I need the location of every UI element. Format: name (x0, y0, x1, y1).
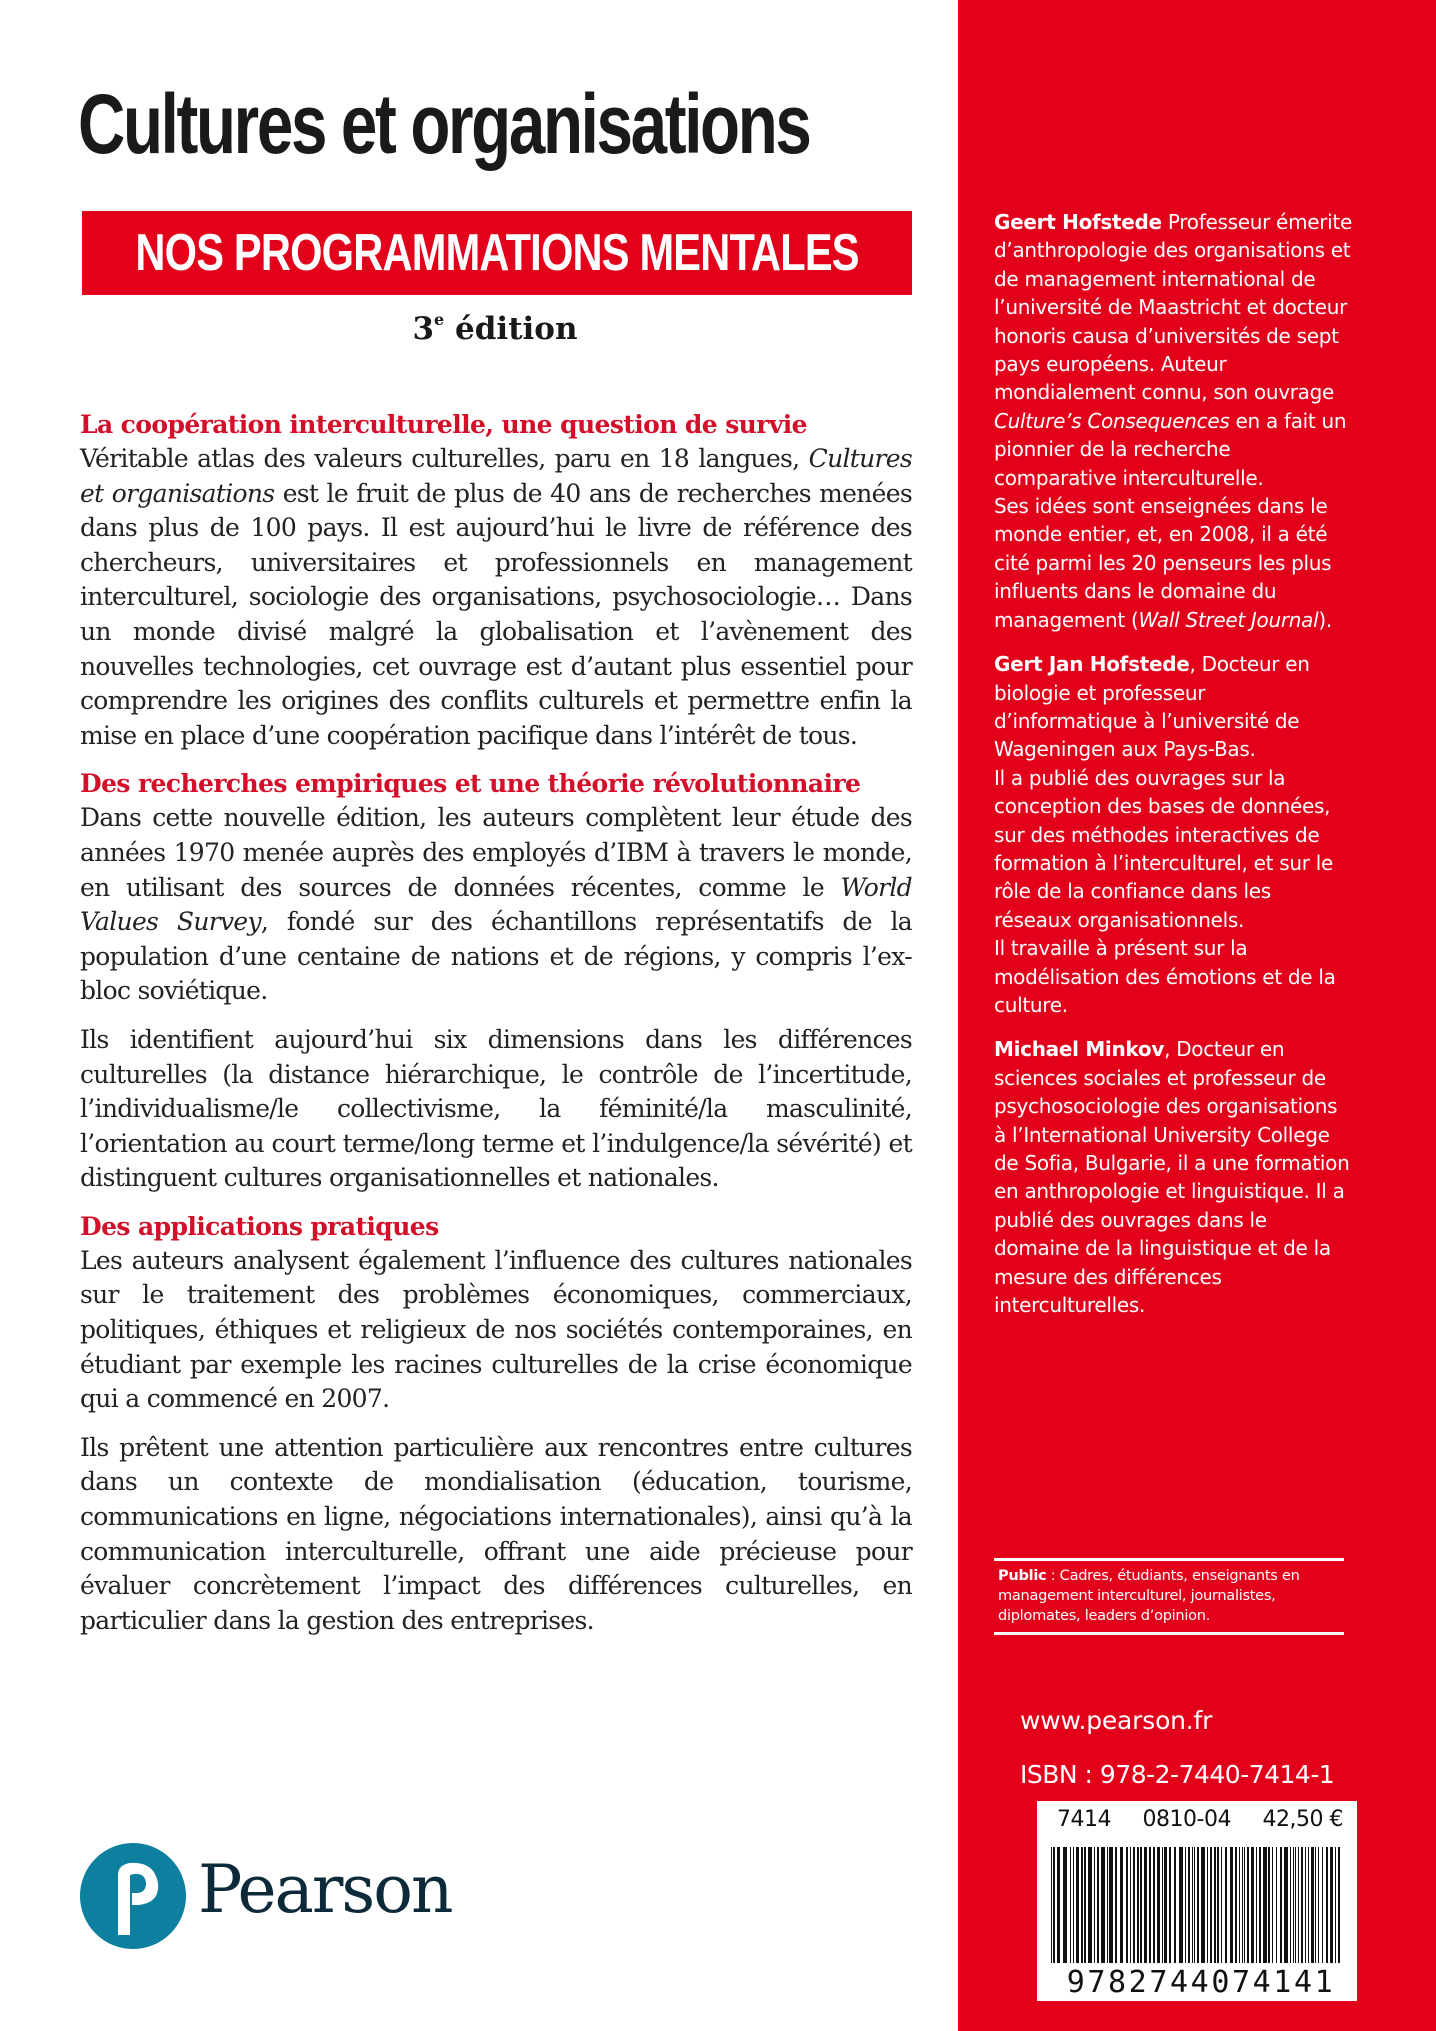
isbn-label: ISBN : 978-2-7440-7414-1 (1020, 1760, 1335, 1789)
bio-italic: Wall Street Journal (1138, 607, 1319, 632)
barcode-bar (1217, 1847, 1219, 1963)
text-run: Dans cette nouvelle édition, les auteurs complètent leur étude des années 1970 menée auprès des employés d’IBM à travers le monde, en utilisant des sources de données récentes, comme le (80, 803, 912, 902)
blurb-paragraph: Ils identifient aujourd’hui six dimensions dans les différences culturelles (la distance hiérarchique, le contrôle de l’incertitude, l’individualisme/le collectivisme, la féminité/la masculinité, l’orientation au court terme/long terme et l’indulgence/la sévérité) et distinguent cultures organisationnelles et nationales. (80, 1024, 912, 1193)
barcode-bar (1174, 1847, 1176, 1963)
barcode-bar (1120, 1847, 1123, 1963)
barcode-bar (1298, 1847, 1299, 1963)
barcode-bar (1164, 1847, 1167, 1963)
edition-label (0, 310, 990, 347)
barcode-bar (1242, 1847, 1243, 1963)
barcode-bar (1162, 1847, 1163, 1963)
barcode-bar (1338, 1847, 1340, 1963)
italic-text-run: Cultures et organisations (80, 444, 912, 508)
publisher-name: Pearson (198, 1851, 452, 1928)
barcode-bar (1315, 1847, 1316, 1963)
barcode-bar (1133, 1847, 1135, 1963)
barcode-bar (1115, 1847, 1117, 1963)
barcode-bar (1063, 1847, 1067, 1963)
subtitle-banner (82, 211, 912, 295)
barcode-bar (1272, 1847, 1273, 1963)
audience-text: : Cadres, étudiants, enseignants en management interculturel, journalistes, diplomates, leaders d’opinion. (998, 1567, 1300, 1624)
audience-box (994, 1558, 1344, 1635)
author-bios (994, 208, 1354, 1335)
barcode-bar (1230, 1847, 1233, 1963)
barcode-bar (1192, 1847, 1193, 1963)
barcode-bar (1179, 1847, 1183, 1963)
pearson-p-icon (80, 1843, 186, 1949)
italic-text-run: World Values Survey (80, 872, 912, 937)
barcode-bar (1073, 1847, 1074, 1963)
book-subtitle: NOS PROGRAMMATIONS MENTALES (135, 224, 859, 282)
barcode-bar (1076, 1847, 1079, 1963)
bio-italic: Culture’s Consequences (994, 408, 1230, 433)
text-run: Véritable atlas des valeurs culturelles, paru en 18 langues, (80, 444, 809, 473)
barcode-bar (1109, 1847, 1113, 1963)
barcode-bar (1094, 1847, 1095, 1963)
author-name: Gert Jan Hofstede (994, 652, 1190, 677)
barcode-bar (1305, 1847, 1306, 1963)
barcode-bar (1251, 1847, 1254, 1963)
barcode-bar (1225, 1847, 1227, 1963)
barcode-code-a: 7414 (1057, 1807, 1111, 1832)
barcode-bar (1276, 1847, 1277, 1963)
blurb (80, 408, 912, 1652)
barcode-bar (1235, 1847, 1237, 1963)
barcode-bar (1290, 1847, 1291, 1963)
barcode-bar (1322, 1847, 1323, 1963)
barcode-bar (1107, 1847, 1108, 1963)
barcode-bar (1293, 1847, 1294, 1963)
barcode-bar (1101, 1847, 1105, 1963)
barcode-bar (1244, 1847, 1245, 1963)
publisher-website[interactable]: www.pearson.fr (1020, 1706, 1213, 1735)
bio-text: , Docteur en biologie et professeur d’informatique à l’université de Wageningen aux Pays-Bas. Il a publié des ouvrages sur la conception des bases de données, sur des méthodes interactives de formation à l’interculturel, et sur le rôle de la confiance dans les réseaux organisationnels. Il travaille à présent sur la modélisation des émotions et de la culture. (994, 652, 1336, 1017)
text-run: , fondé sur des échantillons représentatifs de la population d’une centaine de nations et de régions, y compris l’ex-bloc soviétique. (80, 907, 913, 1006)
author-name: Michael Minkov (994, 1037, 1165, 1062)
barcode-bar (1084, 1847, 1086, 1963)
bio-text: en a fait un pionnier de la recherche comparative interculturelle. Ses idées sont enseignées dans le monde entier, et, en 2008, il a été cité parmi les 20 penseurs les plus influents dans le domaine du management ( (994, 408, 1347, 632)
author-name: Geert Hofstede (994, 210, 1162, 234)
barcode-bar (1057, 1847, 1060, 1963)
section-heading: Des applications pratiques (80, 1211, 439, 1241)
barcode-bar (1268, 1847, 1270, 1963)
pearson-p-glyph (80, 1843, 186, 1949)
barcode-bar (1214, 1847, 1216, 1963)
barcode-bar (1301, 1847, 1303, 1963)
barcode-bar (1330, 1847, 1333, 1963)
section-heading: La coopération interculturelle, une question de survie (80, 410, 807, 439)
barcode-bar (1153, 1847, 1155, 1963)
barcode-bar (1197, 1847, 1199, 1963)
barcode-bar (1201, 1847, 1205, 1963)
barcode-bar (1256, 1847, 1257, 1963)
blurb-paragraph: Les auteurs analysent également l’influence des cultures nationales sur le traitement des problèmes économiques, commerciaux, politiques, éthiques et religieux de nos sociétés contemporaines, en étudiant par exemple les racines culturelles de la crise économique qui a commencé en 2007. (80, 1245, 912, 1414)
barcode-bar (1239, 1847, 1240, 1963)
edition-word: édition (444, 311, 578, 347)
barcode-bar (1144, 1847, 1147, 1963)
section-heading: Des recherches empiriques et une théorie révolutionnaire (80, 769, 861, 799)
barcode-bar (1194, 1847, 1195, 1963)
audience-label: Public (998, 1567, 1047, 1584)
barcode-bar (1284, 1847, 1288, 1963)
author-bio (994, 650, 1354, 1019)
barcode-bar (1318, 1847, 1319, 1963)
barcode-code-b: 0810-04 (1142, 1807, 1231, 1832)
price-label: 42,50 € (1262, 1807, 1343, 1832)
barcode-bar (1311, 1847, 1314, 1963)
edition-number: 3 (412, 311, 435, 347)
barcode-header (1037, 1807, 1357, 1832)
blurb-paragraph (80, 801, 912, 1009)
barcode-bar (1070, 1847, 1071, 1963)
barcode-bar (1259, 1847, 1261, 1963)
barcode-bar (1185, 1847, 1186, 1963)
barcode-bar (1221, 1847, 1222, 1963)
text-run: est le fruit de plus de 40 ans de recherches menées dans plus de 100 pays. Il est aujourd’hui le livre de référence des chercheurs, universitaires et professionnels en management interculturel, sociologie des organisations, psychosociologie… Dans un monde divisé malgré la globalisation et l’avènement des nouvelles technologies, cet ouvrage est d’autant plus essentiel pour comprendre les origines des conflits culturels et permettre enfin la mise en place d’une coopération pacifique dans l’intérêt de tous. (80, 478, 913, 750)
barcode-bar (1169, 1847, 1171, 1963)
barcode-bar (1140, 1847, 1142, 1963)
barcode-bar (1157, 1847, 1160, 1963)
barcode-bar (1088, 1847, 1092, 1963)
pearson-logo (80, 1843, 480, 1963)
barcode-bar (1247, 1847, 1249, 1963)
bio-text: ). (1318, 607, 1332, 632)
barcode-image (1049, 1847, 1345, 1965)
blurb-paragraph: Ils prêtent une attention particulière aux rencontres entre cultures dans un contexte de mondialisation (éducation, tourisme, communications en ligne, négociations internationales), ainsi qu’à la communication interculturelle, offrant une aide précieuse pour évaluer concrètement l’impact des différences culturelles, en particulier dans la gestion des entreprises. (80, 1432, 912, 1635)
barcode-bar (1097, 1847, 1099, 1963)
bio-text: Professeur émerite d’anthropologie des organisations et de management international de l’université de Maastricht et docteur honoris causa d’universités de sept pays européens. Auteur mondialement connu, son ouvrage (994, 210, 1352, 405)
barcode-bar (1326, 1847, 1328, 1963)
barcode-bar (1188, 1847, 1190, 1963)
barcode-digits: 9782744074141 (1066, 1965, 1336, 2000)
barcode-bar (1126, 1847, 1128, 1963)
book-title: Cultures et organisations (78, 77, 810, 171)
barcode-bar (1130, 1847, 1131, 1963)
barcode-bar (1335, 1847, 1336, 1963)
barcode-bar (1053, 1847, 1055, 1963)
author-bio (994, 208, 1354, 634)
blurb-paragraph (80, 442, 912, 753)
barcode-bar (1051, 1847, 1052, 1963)
author-bio (994, 1035, 1354, 1319)
barcode-bar (1081, 1847, 1083, 1963)
barcode-bar (1308, 1847, 1309, 1963)
edition-suffix: e (434, 310, 445, 329)
barcode-bar (1210, 1847, 1212, 1963)
barcode-box (1037, 1801, 1357, 2001)
bio-text: , Docteur en sciences sociales et professeur de psychosociologie des organisations à l’International University College de Sofia, Bulgarie, il a une formation en anthropologie et linguistique. Il a publié des ouvrages dans le domaine de la linguistique et de la mesure des différences interculturelles. (994, 1037, 1350, 1318)
barcode-bar (1207, 1847, 1208, 1963)
barcode-bar (1280, 1847, 1282, 1963)
barcode-bar (1137, 1847, 1139, 1963)
barcode-bar (1295, 1847, 1296, 1963)
barcode-bar (1263, 1847, 1267, 1963)
barcode-bar (1149, 1847, 1151, 1963)
